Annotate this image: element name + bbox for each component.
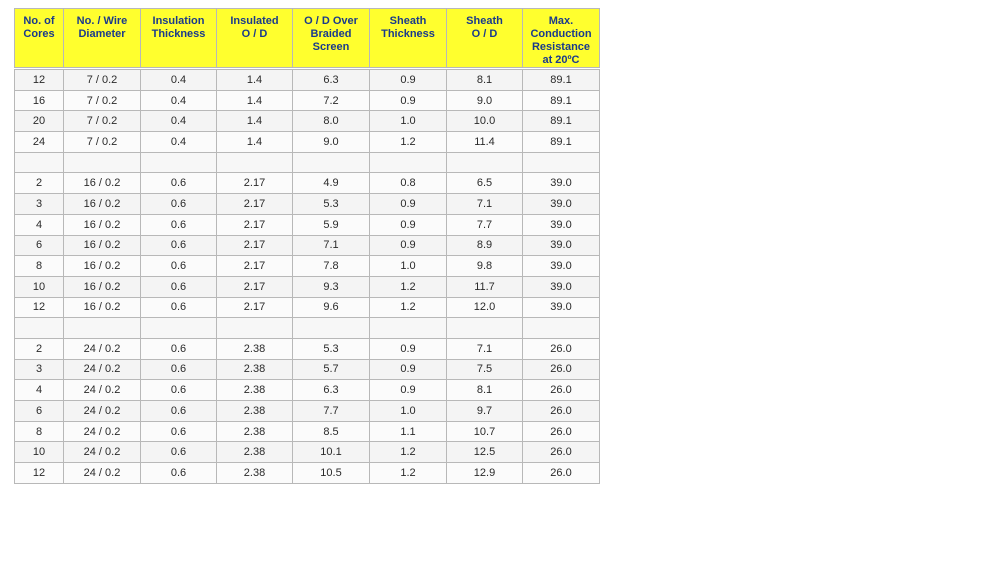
cell-insulated-od: 1.4 [217,111,293,132]
cell-sheath-od: 7.5 [447,359,523,380]
cell-sheath-thickness: 0.9 [370,70,447,91]
cell-od-braided-screen: 7.1 [293,235,370,256]
cell-cores: 12 [15,463,64,484]
cell-insulation-thickness: 0.6 [141,421,217,442]
table-row [15,338,600,359]
cell-sheath-od: 7.1 [447,194,523,215]
table-row [15,256,600,277]
cell-sheath-thickness [370,152,447,173]
cell-sheath-od: 7.1 [447,338,523,359]
table-row [15,463,600,484]
cell-cores: 10 [15,442,64,463]
cell-wire-diameter: 24 / 0.2 [64,442,141,463]
cell-sheath-thickness: 1.0 [370,111,447,132]
cell-sheath-thickness: 0.9 [370,214,447,235]
cell-max-resistance: 26.0 [523,359,600,380]
cell-insulated-od: 1.4 [217,132,293,153]
cell-max-resistance: 39.0 [523,297,600,318]
cell-sheath-od: 8.9 [447,235,523,256]
cell-cores: 4 [15,380,64,401]
cell-insulation-thickness: 0.6 [141,442,217,463]
cell-insulated-od: 2.17 [217,276,293,297]
cell-insulation-thickness: 0.6 [141,214,217,235]
cell-wire-diameter: 16 / 0.2 [64,276,141,297]
cell-max-resistance: 39.0 [523,256,600,277]
cell-insulation-thickness: 0.6 [141,173,217,194]
cell-max-resistance: 26.0 [523,338,600,359]
cell-wire-diameter: 7 / 0.2 [64,132,141,153]
cell-od-braided-screen: 9.0 [293,132,370,153]
cell-max-resistance: 26.0 [523,463,600,484]
cell-cores: 3 [15,194,64,215]
table-row [15,421,600,442]
cell-sheath-thickness: 1.2 [370,442,447,463]
cell-insulation-thickness: 0.4 [141,90,217,111]
header-no-of-cores: No. of Cores [15,9,64,68]
cell-max-resistance: 39.0 [523,235,600,256]
cell-sheath-thickness: 0.9 [370,338,447,359]
cell-wire-diameter: 24 / 0.2 [64,421,141,442]
cell-sheath-thickness: 1.2 [370,463,447,484]
cell-sheath-thickness: 0.9 [370,359,447,380]
header-sheath-od: Sheath O / D [447,9,523,68]
cell-cores: 6 [15,401,64,422]
cell-max-resistance: 26.0 [523,401,600,422]
cell-max-resistance: 89.1 [523,132,600,153]
cell-insulation-thickness: 0.4 [141,132,217,153]
cell-sheath-od [447,318,523,339]
cell-sheath-od: 8.1 [447,380,523,401]
cell-sheath-thickness: 1.1 [370,421,447,442]
cell-od-braided-screen: 5.9 [293,214,370,235]
cell-cores [15,152,64,173]
cell-sheath-thickness: 1.0 [370,256,447,277]
cell-sheath-thickness: 1.2 [370,132,447,153]
table-row [15,401,600,422]
cell-insulated-od: 2.38 [217,380,293,401]
cell-od-braided-screen: 8.0 [293,111,370,132]
cell-od-braided-screen: 7.7 [293,401,370,422]
cell-sheath-thickness: 0.9 [370,235,447,256]
table-row [15,442,600,463]
cell-max-resistance: 26.0 [523,380,600,401]
cell-cores [15,318,64,339]
cell-sheath-od: 6.5 [447,173,523,194]
cell-insulated-od: 2.17 [217,214,293,235]
cell-max-resistance [523,152,600,173]
cell-cores: 20 [15,111,64,132]
table-row [15,194,600,215]
cell-wire-diameter: 16 / 0.2 [64,194,141,215]
cell-sheath-thickness: 1.2 [370,297,447,318]
table-row [15,214,600,235]
cell-max-resistance: 39.0 [523,276,600,297]
cell-max-resistance: 26.0 [523,442,600,463]
cell-insulated-od: 2.38 [217,463,293,484]
cell-insulation-thickness: 0.6 [141,235,217,256]
cell-od-braided-screen: 10.5 [293,463,370,484]
cell-wire-diameter: 16 / 0.2 [64,297,141,318]
cell-insulated-od: 2.17 [217,194,293,215]
cell-sheath-od: 9.0 [447,90,523,111]
cell-cores: 3 [15,359,64,380]
cell-insulated-od: 2.38 [217,359,293,380]
cell-od-braided-screen: 9.6 [293,297,370,318]
cell-sheath-thickness: 1.2 [370,276,447,297]
cell-sheath-thickness [370,318,447,339]
cell-max-resistance: 39.0 [523,214,600,235]
cell-insulated-od [217,318,293,339]
cell-wire-diameter: 7 / 0.2 [64,70,141,91]
cell-sheath-od: 11.7 [447,276,523,297]
cell-insulation-thickness: 0.6 [141,380,217,401]
cell-sheath-thickness: 0.9 [370,380,447,401]
cell-insulated-od: 1.4 [217,70,293,91]
cell-sheath-od: 9.8 [447,256,523,277]
table-row [15,235,600,256]
cell-od-braided-screen: 6.3 [293,70,370,91]
cell-insulated-od [217,152,293,173]
cell-sheath-od: 9.7 [447,401,523,422]
cell-insulation-thickness: 0.6 [141,338,217,359]
cell-insulation-thickness [141,152,217,173]
table-row [15,359,600,380]
cell-cores: 8 [15,421,64,442]
header-insulated-od: Insulated O / D [217,9,293,68]
cell-insulation-thickness: 0.6 [141,194,217,215]
cell-wire-diameter: 24 / 0.2 [64,463,141,484]
table-row [15,111,600,132]
cell-insulation-thickness: 0.4 [141,111,217,132]
cell-insulated-od: 2.17 [217,297,293,318]
cell-sheath-od: 7.7 [447,214,523,235]
cell-insulated-od: 2.17 [217,235,293,256]
table-body [15,70,600,484]
table-row [15,173,600,194]
spacer-row [15,318,600,339]
cell-wire-diameter: 24 / 0.2 [64,401,141,422]
cell-max-resistance: 26.0 [523,421,600,442]
cell-wire-diameter: 24 / 0.2 [64,380,141,401]
cell-wire-diameter: 16 / 0.2 [64,235,141,256]
cell-sheath-od: 11.4 [447,132,523,153]
cell-od-braided-screen: 5.7 [293,359,370,380]
header-wire-diameter: No. / Wire Diameter [64,9,141,68]
cell-od-braided-screen [293,152,370,173]
cell-max-resistance: 89.1 [523,70,600,91]
cell-wire-diameter: 16 / 0.2 [64,256,141,277]
cell-sheath-thickness: 1.0 [370,401,447,422]
cell-insulated-od: 2.17 [217,256,293,277]
cell-od-braided-screen: 4.9 [293,173,370,194]
cell-wire-diameter [64,152,141,173]
cell-od-braided-screen: 5.3 [293,338,370,359]
cell-sheath-od [447,152,523,173]
header-max-conduction-resistance: Max. Conduction Resistance at 20ºC [523,9,600,68]
cell-insulated-od: 2.38 [217,338,293,359]
cell-sheath-thickness: 0.8 [370,173,447,194]
cell-od-braided-screen: 8.5 [293,421,370,442]
cell-sheath-od: 12.5 [447,442,523,463]
cell-cores: 12 [15,70,64,91]
cell-wire-diameter: 16 / 0.2 [64,173,141,194]
cell-cores: 8 [15,256,64,277]
cell-insulated-od: 1.4 [217,90,293,111]
cell-max-resistance [523,318,600,339]
cell-insulated-od: 2.38 [217,401,293,422]
cell-sheath-od: 12.0 [447,297,523,318]
cell-od-braided-screen [293,318,370,339]
cell-insulated-od: 2.38 [217,421,293,442]
table-row [15,90,600,111]
cell-od-braided-screen: 7.8 [293,256,370,277]
cell-od-braided-screen: 6.3 [293,380,370,401]
cell-max-resistance: 39.0 [523,173,600,194]
header-row [15,9,600,68]
cell-cores: 24 [15,132,64,153]
cell-sheath-od: 8.1 [447,70,523,91]
cell-insulated-od: 2.17 [217,173,293,194]
header-sheath-thickness: Sheath Thickness [370,9,447,68]
cell-wire-diameter [64,318,141,339]
cell-insulation-thickness: 0.4 [141,70,217,91]
cell-insulation-thickness: 0.6 [141,359,217,380]
cell-insulation-thickness [141,318,217,339]
table-row [15,380,600,401]
cell-od-braided-screen: 10.1 [293,442,370,463]
spec-table-body [14,69,600,484]
cell-sheath-thickness: 0.9 [370,90,447,111]
cell-cores: 6 [15,235,64,256]
cell-cores: 4 [15,214,64,235]
cell-max-resistance: 89.1 [523,111,600,132]
cell-od-braided-screen: 7.2 [293,90,370,111]
spec-table-header [14,8,600,68]
cell-sheath-od: 10.7 [447,421,523,442]
table-row [15,132,600,153]
cell-insulation-thickness: 0.6 [141,463,217,484]
cell-max-resistance: 89.1 [523,90,600,111]
cell-sheath-thickness: 0.9 [370,194,447,215]
cell-insulation-thickness: 0.6 [141,297,217,318]
table-row [15,70,600,91]
cell-wire-diameter: 24 / 0.2 [64,338,141,359]
cell-sheath-od: 12.9 [447,463,523,484]
spacer-row [15,152,600,173]
cell-od-braided-screen: 5.3 [293,194,370,215]
header-od-over-braided-screen: O / D Over Braided Screen [293,9,370,68]
cell-insulated-od: 2.38 [217,442,293,463]
cell-cores: 2 [15,338,64,359]
cell-wire-diameter: 24 / 0.2 [64,359,141,380]
cell-insulation-thickness: 0.6 [141,276,217,297]
table-row [15,297,600,318]
header-insulation-thickness: Insulation Thickness [141,9,217,68]
cell-insulation-thickness: 0.6 [141,256,217,277]
cell-cores: 16 [15,90,64,111]
cell-wire-diameter: 7 / 0.2 [64,90,141,111]
cell-sheath-od: 10.0 [447,111,523,132]
cell-wire-diameter: 16 / 0.2 [64,214,141,235]
cell-wire-diameter: 7 / 0.2 [64,111,141,132]
cell-cores: 12 [15,297,64,318]
cell-max-resistance: 39.0 [523,194,600,215]
cell-od-braided-screen: 9.3 [293,276,370,297]
table-row [15,276,600,297]
cell-cores: 2 [15,173,64,194]
cell-cores: 10 [15,276,64,297]
cell-insulation-thickness: 0.6 [141,401,217,422]
